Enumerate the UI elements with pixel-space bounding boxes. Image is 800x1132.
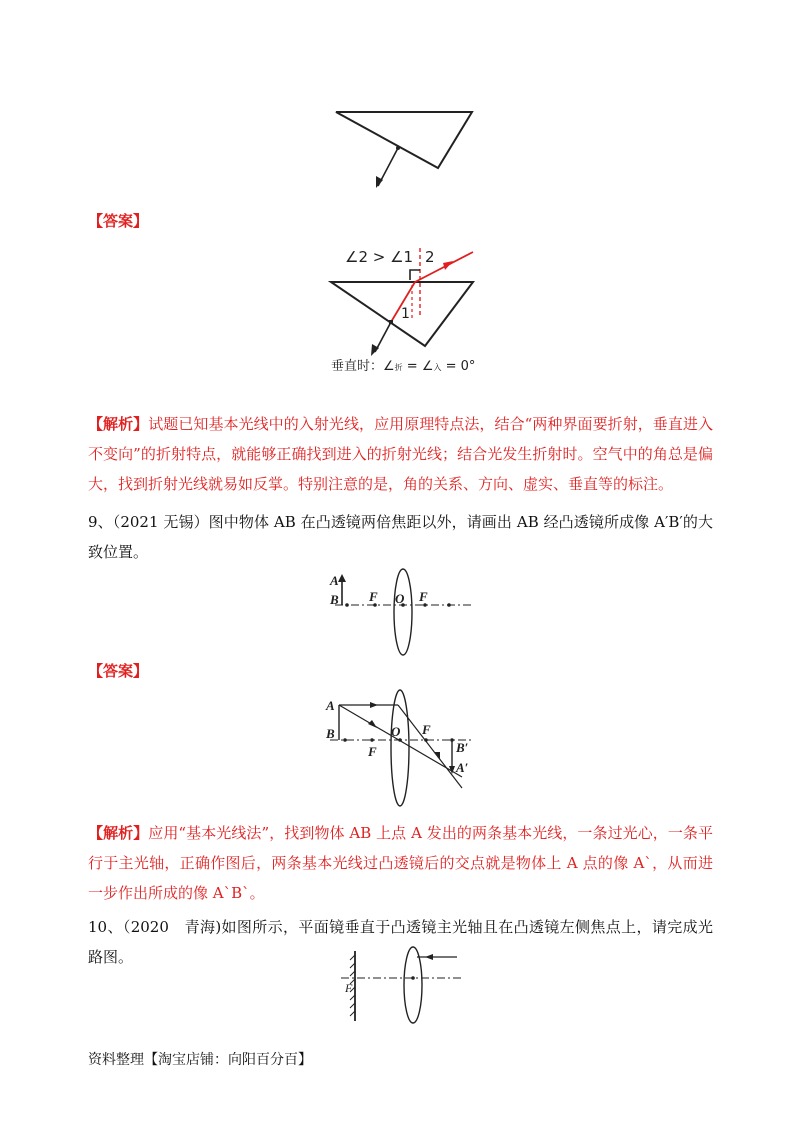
label-F: F	[345, 981, 353, 995]
label-B: B	[330, 592, 339, 607]
label-F-left: F	[369, 589, 378, 604]
answer-label: 【答案】	[88, 662, 149, 680]
question-10: 10、（2020 青海)如图所示，平面镜垂直于凸透镜主光轴且在凸透镜左侧焦点上，请完成光路图。	[88, 918, 713, 966]
analysis-2	[88, 818, 713, 908]
footer-source: 资料整理【淘宝店铺：向阳百分百】	[88, 1052, 312, 1068]
analysis-1	[88, 409, 713, 499]
label-F-right: F	[422, 722, 431, 737]
emergent-arrow	[443, 261, 453, 270]
label-A: A	[330, 573, 339, 588]
question-9: 9、（2021 无锡）图中物体 AB 在凸透镜两倍焦距以外，请画出 AB 经凸透镜所成像 A′B′的大致位置。	[88, 513, 713, 561]
angle-1-label: 1	[401, 306, 410, 322]
label-O: O	[391, 724, 401, 739]
emergent-ray	[415, 252, 473, 282]
arrow-1	[370, 702, 378, 708]
answer2-figure	[322, 688, 482, 808]
analysis-label: 【解析】	[88, 415, 149, 433]
point-2F-right	[447, 603, 451, 607]
label-A-image: A′	[456, 760, 469, 775]
label-B-image: B′	[456, 740, 469, 755]
perpendicular-caption: 垂直时：∠折 = ∠入 = 0°	[331, 359, 476, 374]
point-2F-left	[343, 738, 347, 742]
answer-label: 【答案】	[88, 212, 149, 230]
point-O	[411, 976, 415, 980]
prism-triangle	[336, 112, 472, 168]
label-F-left: F	[368, 744, 377, 759]
point-2F-right	[450, 738, 454, 742]
angle-2-label: 2	[425, 248, 435, 266]
point-2F-left	[345, 603, 349, 607]
convex-lens	[404, 947, 422, 1023]
prism-figure	[330, 100, 480, 195]
label-O: O	[395, 591, 405, 606]
object-arrowhead	[338, 574, 346, 582]
angle-relation: ∠2 > ∠1	[345, 248, 414, 266]
arrow-3	[368, 720, 377, 728]
convex-lens	[394, 569, 412, 655]
incidence-point	[396, 146, 400, 150]
analysis-text: 应用“基本光线法”，找到物体 AB 上点 A 发出的两条基本光线，一条过光心，一条平行于主光轴，正确作图后，两条基本光线过凸透镜后的交点就是物体上 A 点的像 A`，从而进一步作出所成的像 A`B`。	[88, 824, 713, 902]
label-A: A	[326, 698, 335, 713]
answer1-figure	[325, 240, 485, 380]
analysis-text: 试题已知基本光线中的入射光线，应用原理特点法，结合“两种界面要折射，垂直进入不变向”的折射特点，就能够正确找到进入的折射光线；结合光发生折射时。空气中的角总是偏大，找到折射光线就易如反掌。特别注意的是，角的关系、方向、虚实、垂直等的标注。	[88, 415, 713, 493]
ray-arrow	[425, 954, 433, 960]
q10-lens-figure	[335, 945, 465, 1025]
right-angle-mark	[410, 270, 420, 280]
point-F-left	[370, 738, 374, 742]
label-B: B	[326, 726, 335, 741]
incidence-point	[389, 320, 393, 324]
analysis-label: 【解析】	[88, 824, 149, 842]
point-F-right	[424, 738, 428, 742]
label-F-right: F	[419, 589, 428, 604]
q9-lens-figure	[325, 568, 475, 658]
